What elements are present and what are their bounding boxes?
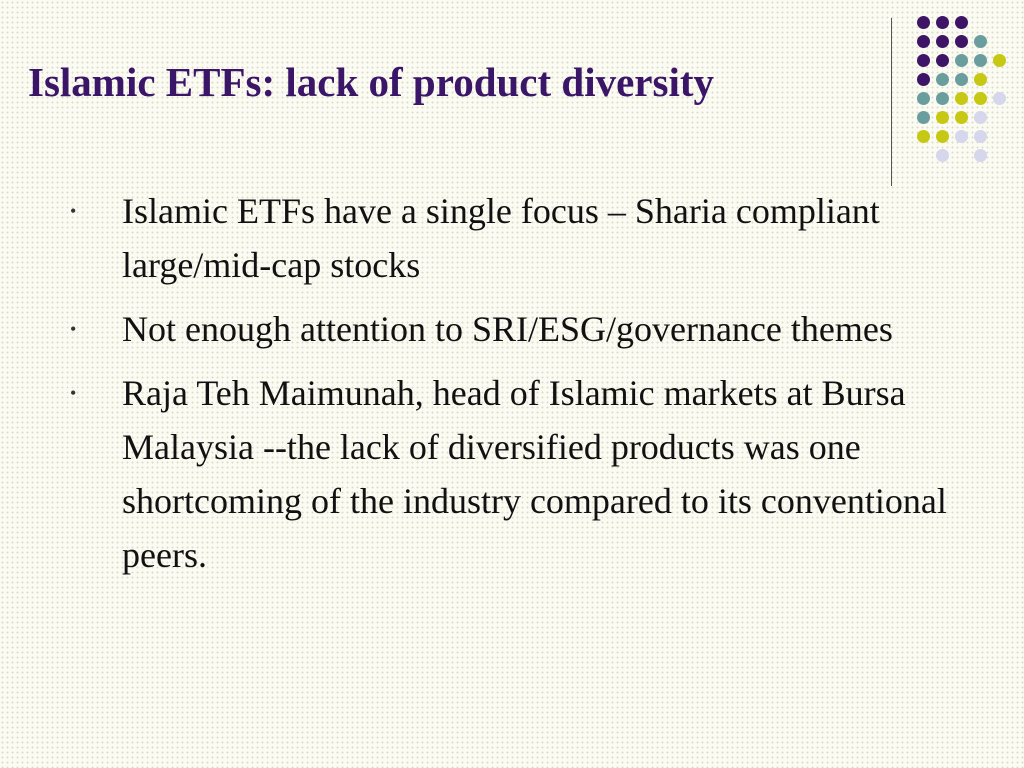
decorative-dot [955,35,968,48]
decorative-dot [917,35,930,48]
bullet-marker: • [70,319,77,339]
decorative-dot [993,92,1006,105]
decorative-dot [974,149,987,162]
decorative-dot [917,54,930,67]
decorative-dot [936,111,949,124]
bullet-marker: • [70,201,77,221]
decorative-dot [974,130,987,143]
decorative-dot [955,73,968,86]
decorative-dot [955,16,968,29]
decorative-dot [955,130,968,143]
slide-title: Islamic ETFs: lack of product diversity [28,59,714,105]
decorative-dot [936,130,949,143]
decorative-dot [974,54,987,67]
bullet-list [70,184,970,592]
bullet-marker: • [70,383,77,403]
bullet-item [70,366,970,582]
decorative-dot [917,130,930,143]
decorative-dot [917,92,930,105]
decorative-dot [917,16,930,29]
decorative-dot [974,35,987,48]
decorative-dot [974,111,987,124]
bullet-item [70,302,970,356]
decorative-dot [936,16,949,29]
decorative-dot [955,92,968,105]
decorative-dot [936,73,949,86]
decorative-dot [974,73,987,86]
decorative-dot [974,92,987,105]
decorative-dot [936,149,949,162]
bullet-text: Not enough attention to SRI/ESG/governance themes [122,309,893,349]
decorative-dot [936,92,949,105]
decorative-dot [955,111,968,124]
decorative-dot [917,73,930,86]
decorative-dot [936,35,949,48]
decorative-dot [936,54,949,67]
bullet-text: Raja Teh Maimunah, head of Islamic markets at Bursa Malaysia --the lack of diversified products was one shortcoming of the industry compared to its conventional peers. [122,373,947,575]
decorative-dot [917,111,930,124]
decorative-dot [955,54,968,67]
decorative-dot [993,54,1006,67]
bullet-item [70,184,970,292]
divider-line [891,18,892,186]
bullet-text: Islamic ETFs have a single focus – Sharia compliant large/mid-cap stocks [122,191,880,285]
